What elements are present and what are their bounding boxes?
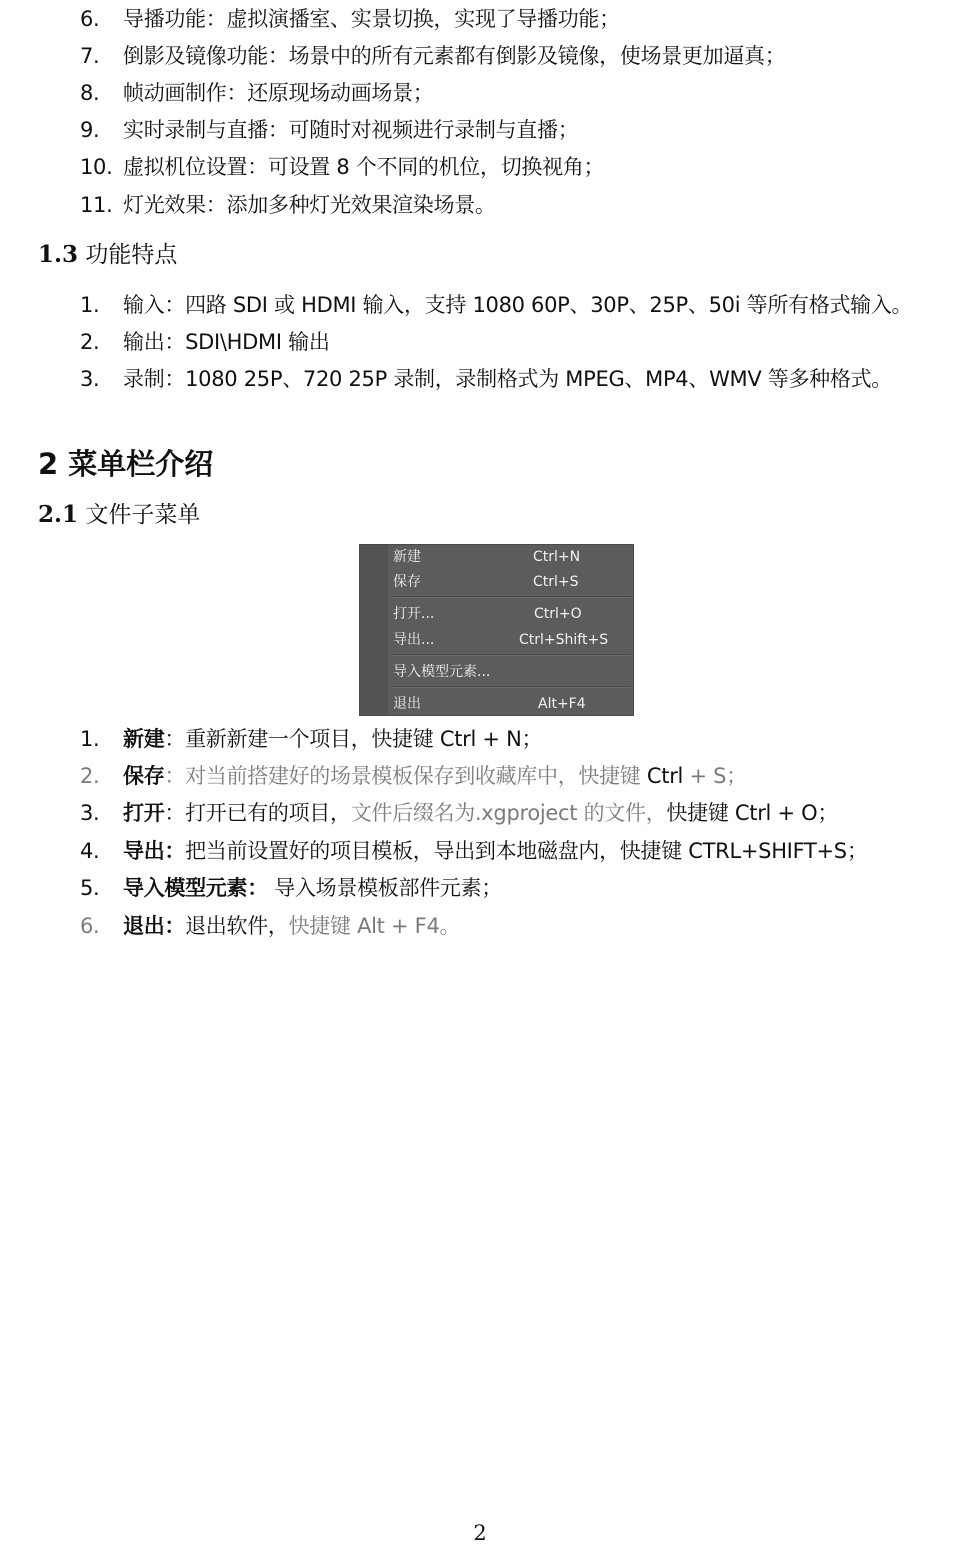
menu-item-shortcut: Ctrl+N	[533, 549, 581, 565]
menu-separator	[390, 654, 631, 656]
list-number: 3.	[80, 801, 100, 825]
menu-item-shortcut: Ctrl+Shift+S	[519, 632, 609, 648]
menu-item-import-model[interactable]	[360, 660, 633, 684]
list-number: 7.	[80, 44, 100, 68]
page-number: 2	[473, 1521, 487, 1545]
description: ：打开已有的项目，	[164, 801, 351, 825]
chapter-heading-2: 2 菜单栏介绍	[38, 447, 214, 481]
list-text: 帧动画制作：还原现场动画场景；	[123, 81, 434, 105]
list-text: 实时录制与直播：可随时对视频进行录制与直播；	[123, 118, 579, 142]
menu-item-label: 导出...	[393, 632, 435, 648]
term: 保存	[123, 764, 165, 788]
section-heading-1-3	[38, 240, 177, 270]
list-number: 1.	[80, 727, 100, 751]
menu-item-label: 导入模型元素...	[393, 664, 491, 680]
menu-item-label: 新建	[393, 549, 421, 565]
menu-item-export[interactable]	[360, 628, 633, 652]
description: 退出软件，	[185, 914, 289, 938]
section-title: 功能特点	[85, 242, 178, 268]
description: 快捷键 Ctrl + O；	[666, 801, 839, 825]
section-number: 1.3	[38, 241, 79, 268]
term: 新建	[123, 727, 165, 751]
description: 文件后缀名为.xgproject 的文件，	[350, 801, 667, 825]
list-text	[123, 724, 542, 754]
list-text: 倒影及镜像功能：场景中的所有元素都有倒影及镜像，使场景更加逼真；	[123, 44, 786, 68]
list-number: 5.	[80, 876, 100, 900]
description: 把当前设置好的项目模板，导出到本地磁盘内，快捷键 CTRL+SHIFT+S；	[185, 839, 868, 863]
menu-item-new[interactable]	[360, 545, 633, 569]
list-text: 输出：SDI\HDMI 输出	[123, 330, 330, 354]
menu-item-exit[interactable]	[360, 692, 633, 716]
list-number: 6.	[80, 914, 100, 938]
menu-item-save[interactable]	[360, 570, 633, 594]
section-title: 文件子菜单	[85, 502, 201, 528]
term: 导入模型元素：	[123, 876, 268, 900]
description: + S；	[683, 764, 747, 788]
list-text	[123, 873, 502, 903]
file-menu-screenshot	[359, 544, 634, 716]
list-number: 4.	[80, 839, 100, 863]
description: ：对当前搭建好的场景模板保存到收藏库中，快捷键	[164, 764, 647, 788]
list-number: 2.	[80, 764, 100, 788]
menu-item-shortcut: Ctrl+S	[533, 574, 579, 590]
list-text: 录制：1080 25P、720 25P 录制，录制格式为 MPEG、MP4、WMV 等多种格式。	[123, 367, 892, 391]
description: 快捷键 Alt + F4。	[288, 914, 461, 938]
section-number: 2.1	[38, 501, 79, 528]
term: 打开	[123, 801, 165, 825]
description: ：重新新建一个项目，快捷键 Ctrl + N；	[164, 727, 543, 751]
list-number: 8.	[80, 81, 100, 105]
list-text	[123, 911, 460, 941]
list-text	[123, 836, 868, 866]
list-number: 10.	[80, 155, 113, 179]
list-number: 11.	[80, 193, 113, 217]
menu-item-shortcut: Alt+F4	[538, 696, 586, 712]
list-text: 虚拟机位设置：可设置 8 个不同的机位，切换视角；	[123, 155, 605, 179]
list-number: 6.	[80, 7, 100, 31]
list-text: 输入：四路 SDI 或 HDMI 输入，支持 1080 60P、30P、25P、50i 等所有格式输入。	[123, 293, 913, 317]
menu-item-shortcut: Ctrl+O	[534, 606, 582, 622]
term: 导出：	[123, 839, 186, 863]
list-number: 9.	[80, 118, 100, 142]
list-text	[123, 761, 747, 791]
description: Ctrl	[646, 764, 684, 788]
menu-separator	[390, 596, 631, 598]
list-text: 导播功能：虚拟演播室、实景切换，实现了导播功能；	[123, 7, 620, 31]
menu-separator	[390, 686, 631, 688]
list-number: 2.	[80, 330, 100, 354]
section-heading-2-1	[38, 500, 200, 530]
list-text	[123, 798, 838, 828]
list-number: 1.	[80, 293, 100, 317]
list-text: 灯光效果：添加多种灯光效果渲染场景。	[123, 193, 496, 217]
term: 退出：	[123, 914, 186, 938]
list-number: 3.	[80, 367, 100, 391]
menu-item-open[interactable]	[360, 602, 633, 626]
menu-item-label: 打开...	[393, 606, 435, 622]
description: 导入场景模板部件元素；	[267, 876, 502, 900]
menu-item-label: 退出	[393, 696, 421, 712]
menu-item-label: 保存	[393, 574, 421, 590]
